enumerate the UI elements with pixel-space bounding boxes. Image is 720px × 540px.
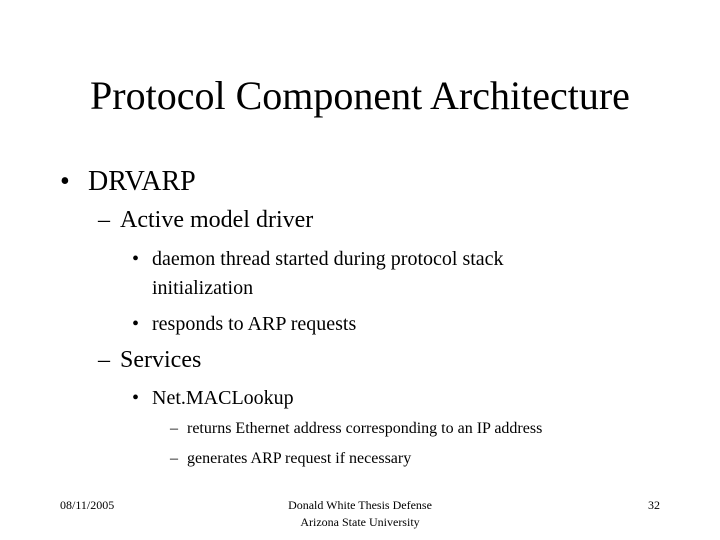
item-net-maclookup: Net.MACLookup [152,387,294,409]
subitem-active-model-driver: Active model driver [120,207,314,233]
footer-center-line1: Donald White Thesis Defense [288,498,432,512]
item-daemon-thread-line1: daemon thread started during protocol stack [152,248,504,270]
bullet-marker: • [132,313,140,335]
bullet-drvarp: DRVARP [88,166,196,197]
subitem-services: Services [120,347,202,373]
item-daemon-thread-line2: initialization [152,277,254,299]
dash-marker: – [98,207,110,233]
item-returns-ethernet: returns Ethernet address corresponding to an IP address [187,420,543,437]
dash-marker: – [170,450,178,467]
footer-date: 08/11/2005 [60,498,115,512]
footer-page-number: 32 [648,498,660,512]
dash-marker: – [98,347,110,373]
slide-title: Protocol Component Architecture [90,73,630,118]
item-responds-arp: responds to ARP requests [152,313,357,335]
item-generates-arp: generates ARP request if necessary [187,450,412,467]
bullet-marker: • [132,387,140,409]
dash-marker: – [170,420,178,437]
bullet-marker: • [132,248,140,270]
bullet-marker: • [60,166,70,197]
footer-center-line2: Arizona State University [300,515,420,529]
